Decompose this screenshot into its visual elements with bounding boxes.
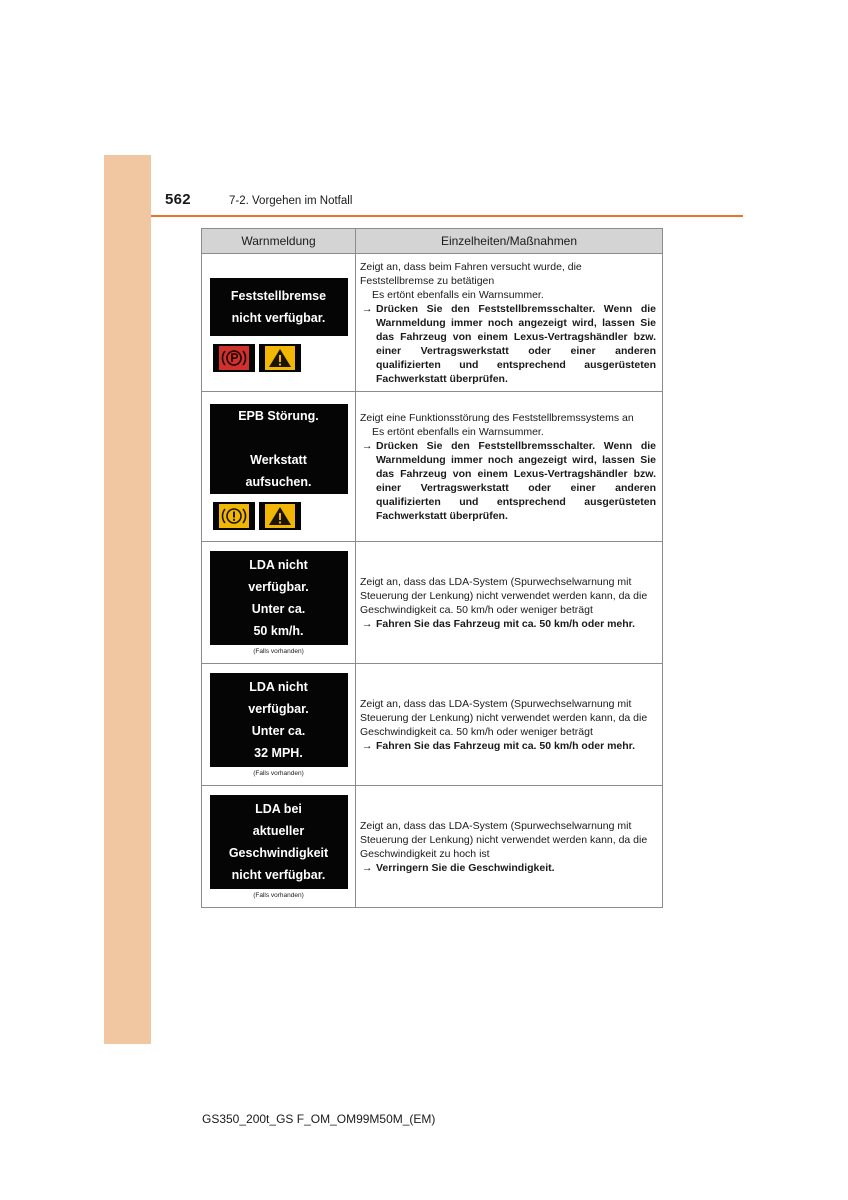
details-cell	[356, 254, 663, 392]
action-label: Drücken Sie den Feststellbremsschalter. Wenn die Warnmeldung immer noch angezeigt wird, lassen Sie das Fahrzeug von einem Lexus-Vertragshändler bzw. einer Vertragswerkstatt oder einer anderen qualifizierten und entsprechend ausgerüsteten Fachwerkstatt überprüfen.	[376, 302, 656, 385]
warning-table	[201, 228, 663, 908]
column-header-details: Einzelheiten/Maßnahmen	[356, 229, 663, 254]
display-line: 32 MPH.	[254, 745, 303, 760]
action-text	[360, 617, 656, 631]
details-cell	[356, 786, 663, 908]
display-line: Werkstatt	[250, 452, 307, 467]
warning-display	[210, 278, 348, 336]
description-text: Zeigt an, dass das LDA-System (Spurwechselwarnung mit Steuerung der Lenkung) nicht verwendet werden kann, da die Geschwindigkeit ca. 50 km/h oder weniger beträgt	[360, 697, 648, 738]
details-cell	[356, 392, 663, 542]
display-line: Unter ca.	[251, 601, 306, 616]
section-title: 7-2. Vorgehen im Notfall	[229, 195, 353, 207]
warning-cell	[202, 664, 356, 786]
action-label: Verringern Sie die Geschwindigkeit.	[376, 861, 555, 874]
warning-cell	[202, 786, 356, 908]
display-line: 50 km/h.	[253, 623, 304, 638]
description-text: Zeigt an, dass das LDA-System (Spurwechselwarnung mit Steuerung der Lenkung) nicht verwendet werden kann, da die Geschwindigkeit zu hoch ist	[360, 819, 648, 860]
document-code: GS350_200t_GS F_OM_OM99M50M_(EM)	[202, 1112, 436, 1126]
warning-display	[210, 404, 348, 494]
table-row	[202, 664, 663, 786]
display-line: Geschwindigkeit	[228, 845, 329, 860]
display-line: LDA nicht	[249, 557, 308, 572]
description-text: Zeigt an, dass das LDA-System (Spurwechselwarnung mit Steuerung der Lenkung) nicht verwendet werden kann, da die Geschwindigkeit ca. 50 km/h oder weniger beträgt	[360, 575, 648, 616]
availability-note: (Falls vorhanden)	[253, 891, 304, 899]
availability-note: (Falls vorhanden)	[253, 647, 304, 655]
display-line: LDA bei	[255, 801, 302, 816]
note-text: Es ertönt ebenfalls ein Warnsummer.	[372, 425, 544, 438]
display-line: aufsuchen.	[245, 474, 312, 489]
arrow-icon: →	[362, 302, 373, 315]
arrow-icon: →	[362, 739, 373, 752]
description-text: Zeigt eine Funktionsstörung des Feststellbremssystems an	[360, 411, 634, 424]
arrow-icon: →	[362, 439, 373, 452]
table-row	[202, 392, 663, 542]
warning-display	[210, 673, 348, 767]
arrow-icon: →	[362, 617, 373, 630]
action-label: Fahren Sie das Fahrzeug mit ca. 50 km/h oder mehr.	[376, 739, 636, 752]
table-header-row	[202, 229, 663, 254]
details-cell	[356, 542, 663, 664]
warning-triangle-icon	[259, 344, 301, 372]
details-cell	[356, 664, 663, 786]
indicator-icons	[213, 502, 301, 530]
header-rule	[151, 215, 743, 217]
column-header-warning: Warnmeldung	[202, 229, 356, 254]
brake-system-icon	[213, 502, 255, 530]
action-text	[360, 439, 656, 523]
action-text	[360, 739, 656, 753]
display-line: Feststellbremse	[230, 288, 327, 303]
display-line: verfügbar.	[248, 579, 309, 594]
display-line: EPB Störung.	[238, 408, 319, 423]
action-text	[360, 302, 656, 386]
parking-brake-icon	[213, 344, 255, 372]
warning-cell	[202, 254, 356, 392]
indicator-icons	[213, 344, 301, 372]
warning-display	[210, 795, 348, 889]
action-label: Drücken Sie den Feststellbremsschalter. Wenn die Warnmeldung immer noch angezeigt wird, lassen Sie das Fahrzeug von einem Lexus-Vertragshändler bzw. einer Vertragswerkstatt oder einer anderen qualifizierten und entsprechend ausgerüsteten Fachwerkstatt überprüfen.	[376, 439, 656, 522]
display-line: LDA nicht	[249, 679, 308, 694]
page-number: 562	[165, 191, 191, 208]
table-row	[202, 254, 663, 392]
warning-triangle-icon	[259, 502, 301, 530]
table-row	[202, 542, 663, 664]
display-line: nicht verfügbar.	[231, 867, 326, 882]
warning-display	[210, 551, 348, 645]
arrow-icon: →	[362, 861, 373, 874]
display-line: nicht verfügbar.	[231, 310, 326, 325]
availability-note: (Falls vorhanden)	[253, 769, 304, 777]
display-line: Unter ca.	[251, 723, 306, 738]
action-label: Fahren Sie das Fahrzeug mit ca. 50 km/h oder mehr.	[376, 617, 636, 630]
warning-cell	[202, 542, 356, 664]
note-text: Es ertönt ebenfalls ein Warnsummer.	[372, 288, 544, 301]
warning-cell	[202, 392, 356, 542]
table-row	[202, 786, 663, 908]
display-line: verfügbar.	[248, 701, 309, 716]
action-text	[360, 861, 656, 875]
display-line: aktueller	[252, 823, 305, 838]
description-text: Zeigt an, dass beim Fahren versucht wurde, die Feststellbremse zu betätigen	[360, 260, 582, 287]
chapter-side-tab	[104, 155, 151, 1044]
